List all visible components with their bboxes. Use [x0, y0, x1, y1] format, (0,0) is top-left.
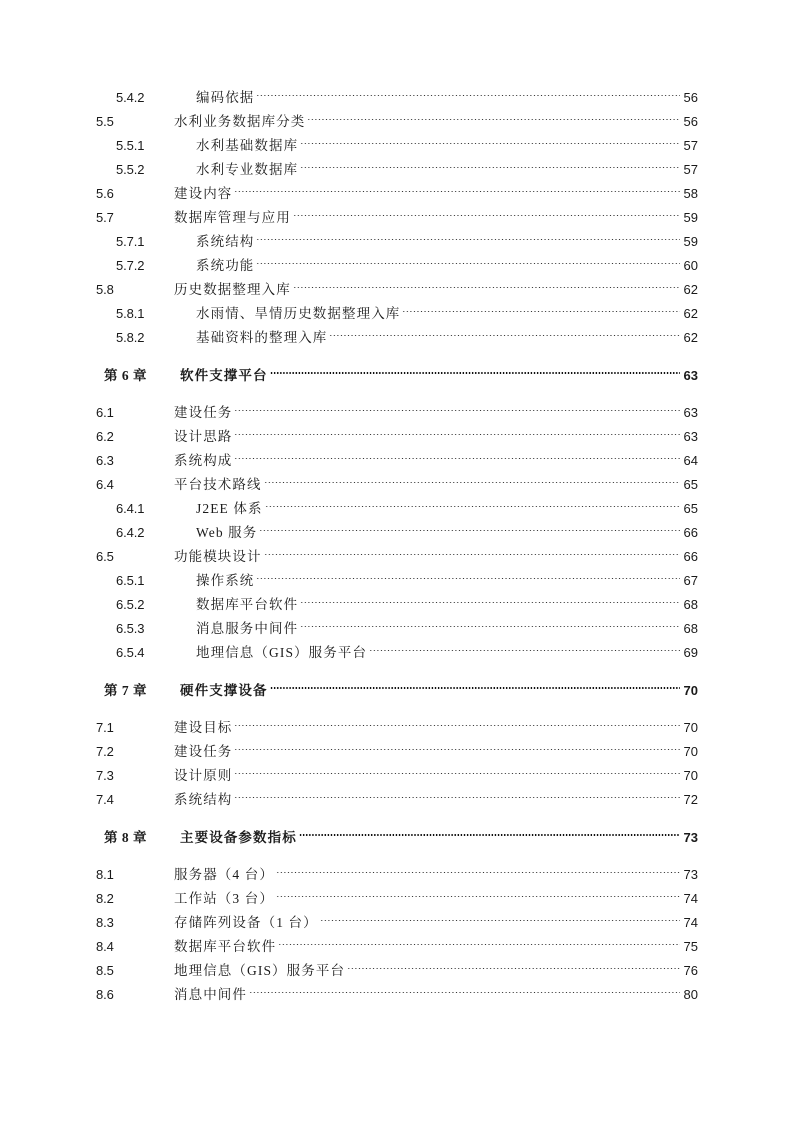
- dot-leader: [300, 126, 680, 150]
- toc-entry-page-number: 56: [683, 114, 698, 129]
- dot-leader: [234, 393, 680, 417]
- toc-entry-title: 消息服务中间件: [196, 621, 299, 636]
- toc-entry-number: 5.7.2: [116, 258, 145, 273]
- dot-leader: [347, 951, 680, 975]
- toc-chapter-entry[interactable]: [96, 671, 698, 697]
- toc-entry-number: 6.4.2: [116, 525, 145, 540]
- dot-leader: [256, 78, 680, 102]
- toc-entry-page-number: 74: [683, 891, 698, 906]
- toc-entry-page-number: 57: [683, 138, 698, 153]
- toc-entry-number: 7.1: [96, 720, 114, 735]
- toc-entry-title: 操作系统: [196, 573, 255, 588]
- toc-entry-page-number: 70: [683, 744, 698, 759]
- toc-entry-title: 水利业务数据库分类: [174, 114, 306, 129]
- toc-entry-number: 6.1: [96, 405, 114, 420]
- toc-entry-number: 6.5.4: [116, 645, 145, 660]
- dot-leader: [249, 975, 680, 999]
- dot-leader: [270, 671, 680, 695]
- toc-entry-title: 设计原则: [174, 768, 233, 783]
- toc-entry-page-number: 62: [683, 306, 698, 321]
- dot-leader: [278, 927, 680, 951]
- toc-entry-page-number: 68: [683, 597, 698, 612]
- toc-entry-number: 6.3: [96, 453, 114, 468]
- toc-entry-title: 硬件支撑设备: [180, 683, 268, 698]
- toc-entry-number: 8.4: [96, 939, 114, 954]
- toc-entry-title: 存储阵列设备（1 台）: [174, 915, 318, 930]
- toc-entry-title: J2EE 体系: [196, 501, 263, 516]
- toc-entry-page-number: 60: [683, 258, 698, 273]
- toc-entry-page-number: 65: [683, 501, 698, 516]
- dot-leader: [299, 818, 680, 842]
- dot-leader: [234, 174, 680, 198]
- toc-entry-number: 8.3: [96, 915, 114, 930]
- dot-leader: [300, 585, 680, 609]
- dot-leader: [320, 903, 680, 927]
- toc-entry-title: 消息中间件: [174, 987, 247, 1002]
- dot-leader: [402, 294, 680, 318]
- toc-entry-number: 6.4: [96, 477, 114, 492]
- dot-leader: [256, 222, 680, 246]
- toc-entry[interactable]: [96, 393, 698, 420]
- toc-entry-title: 设计思路: [174, 429, 233, 444]
- toc-entry-number: 5.8.1: [116, 306, 145, 321]
- toc-chapter-entry[interactable]: [96, 818, 698, 844]
- toc-entry-page-number: 80: [683, 987, 698, 1002]
- toc-entry-number: 7.3: [96, 768, 114, 783]
- toc-entry-page-number: 72: [683, 792, 698, 807]
- dot-leader: [264, 465, 680, 489]
- toc-entry-title: 建设目标: [174, 720, 233, 735]
- toc-entry-title: 系统结构: [196, 234, 255, 249]
- toc-entry-number: 6.5.2: [116, 597, 145, 612]
- toc-entry-number: 6.4.1: [116, 501, 145, 516]
- toc-entry-title: 建设内容: [174, 186, 233, 201]
- toc-entry-number: 第 7 章: [104, 683, 147, 698]
- dot-leader: [265, 489, 680, 513]
- dot-leader: [276, 855, 680, 879]
- dot-leader: [256, 561, 680, 585]
- toc-entry-page-number: 68: [683, 621, 698, 636]
- toc-entry-number: 7.4: [96, 792, 114, 807]
- dot-leader: [264, 537, 680, 561]
- toc-entry-page-number: 73: [683, 830, 698, 845]
- dot-leader: [234, 756, 680, 780]
- toc-entry-page-number: 63: [683, 368, 698, 383]
- toc-entry-page-number: 63: [683, 405, 698, 420]
- toc-entry-page-number: 76: [683, 963, 698, 978]
- toc-entry-page-number: 65: [683, 477, 698, 492]
- toc-entry-title: 水利基础数据库: [196, 138, 299, 153]
- toc-entry-title: 软件支撑平台: [180, 368, 268, 383]
- toc-entry[interactable]: [96, 855, 698, 882]
- toc-entry-page-number: 73: [683, 867, 698, 882]
- toc-entry-title: 建设任务: [174, 744, 233, 759]
- toc-entry-page-number: 75: [683, 939, 698, 954]
- dot-leader: [234, 417, 680, 441]
- dot-leader: [293, 270, 680, 294]
- toc-entry-page-number: 70: [683, 720, 698, 735]
- toc-entry-page-number: 58: [683, 186, 698, 201]
- toc-entry-title: 数据库平台软件: [174, 939, 277, 954]
- toc-entry-page-number: 57: [683, 162, 698, 177]
- toc-entry-page-number: 59: [683, 234, 698, 249]
- dot-leader: [329, 318, 680, 342]
- dot-leader: [256, 246, 680, 270]
- toc-entry-title: 平台技术路线: [174, 477, 262, 492]
- toc-entry-title: 数据库平台软件: [196, 597, 299, 612]
- dot-leader: [276, 879, 680, 903]
- toc-entry-title: 地理信息（GIS）服务平台: [196, 645, 368, 660]
- toc-entry[interactable]: [96, 708, 698, 735]
- toc-entry-title: 历史数据整理入库: [174, 282, 291, 297]
- toc-chapter-entry[interactable]: [96, 356, 698, 382]
- toc-entry-number: 5.8.2: [116, 330, 145, 345]
- toc-entry-number: 5.7: [96, 210, 114, 225]
- toc-entry-number: 5.6: [96, 186, 114, 201]
- dot-leader: [234, 780, 680, 804]
- toc-entry-number: 8.6: [96, 987, 114, 1002]
- toc-entry-number: 8.1: [96, 867, 114, 882]
- toc-entry-number: 6.2: [96, 429, 114, 444]
- toc-entry-page-number: 74: [683, 915, 698, 930]
- dot-leader: [293, 198, 680, 222]
- toc-entry-title: 系统结构: [174, 792, 233, 807]
- toc-entry-number: 5.4.2: [116, 90, 145, 105]
- toc-entry-page-number: 69: [683, 645, 698, 660]
- toc-entry-number: 5.5.2: [116, 162, 145, 177]
- toc-entry-number: 5.8: [96, 282, 114, 297]
- toc-entry[interactable]: [96, 78, 698, 105]
- toc-entry-page-number: 70: [683, 683, 698, 698]
- dot-leader: [307, 102, 680, 126]
- toc-entry-number: 7.2: [96, 744, 114, 759]
- toc-entry-number: 6.5.1: [116, 573, 145, 588]
- toc-entry-title: 水雨情、旱情历史数据整理入库: [196, 306, 401, 321]
- toc-entry-number: 第 6 章: [104, 368, 147, 383]
- toc-entry-title: 功能模块设计: [174, 549, 262, 564]
- toc-entry-number: 5.7.1: [116, 234, 145, 249]
- toc-entry-title: 水利专业数据库: [196, 162, 299, 177]
- toc-entry-title: 编码依据: [196, 90, 255, 105]
- table-of-contents: [96, 78, 698, 1002]
- toc-entry-number: 5.5.1: [116, 138, 145, 153]
- dot-leader: [234, 708, 680, 732]
- dot-leader: [259, 513, 680, 537]
- dot-leader: [369, 633, 680, 657]
- toc-entry-number: 第 8 章: [104, 830, 147, 845]
- toc-entry-page-number: 59: [683, 210, 698, 225]
- toc-entry-title: 建设任务: [174, 405, 233, 420]
- toc-entry-number: 6.5.3: [116, 621, 145, 636]
- toc-entry-title: 主要设备参数指标: [180, 830, 297, 845]
- toc-entry-title: 数据库管理与应用: [174, 210, 291, 225]
- toc-entry-page-number: 67: [683, 573, 698, 588]
- toc-entry-page-number: 62: [683, 330, 698, 345]
- toc-entry-page-number: 64: [683, 453, 698, 468]
- dot-leader: [300, 150, 680, 174]
- toc-entry-title: 服务器（4 台）: [174, 867, 274, 882]
- toc-entry-number: 5.5: [96, 114, 114, 129]
- dot-leader: [300, 609, 680, 633]
- dot-leader: [234, 732, 680, 756]
- toc-entry-page-number: 70: [683, 768, 698, 783]
- toc-entry-page-number: 66: [683, 525, 698, 540]
- toc-entry-title: 系统构成: [174, 453, 233, 468]
- toc-entry-number: 6.5: [96, 549, 114, 564]
- toc-entry-page-number: 63: [683, 429, 698, 444]
- toc-entry-title: 地理信息（GIS）服务平台: [174, 963, 346, 978]
- dot-leader: [270, 356, 680, 380]
- toc-entry-title: 基础资料的整理入库: [196, 330, 328, 345]
- dot-leader: [234, 441, 680, 465]
- toc-entry-number: 8.5: [96, 963, 114, 978]
- toc-entry-page-number: 56: [683, 90, 698, 105]
- toc-entry-title: 工作站（3 台）: [174, 891, 274, 906]
- toc-entry-page-number: 66: [683, 549, 698, 564]
- toc-entry-number: 8.2: [96, 891, 114, 906]
- toc-entry-title: Web 服务: [196, 525, 258, 540]
- toc-entry-page-number: 62: [683, 282, 698, 297]
- toc-entry-title: 系统功能: [196, 258, 255, 273]
